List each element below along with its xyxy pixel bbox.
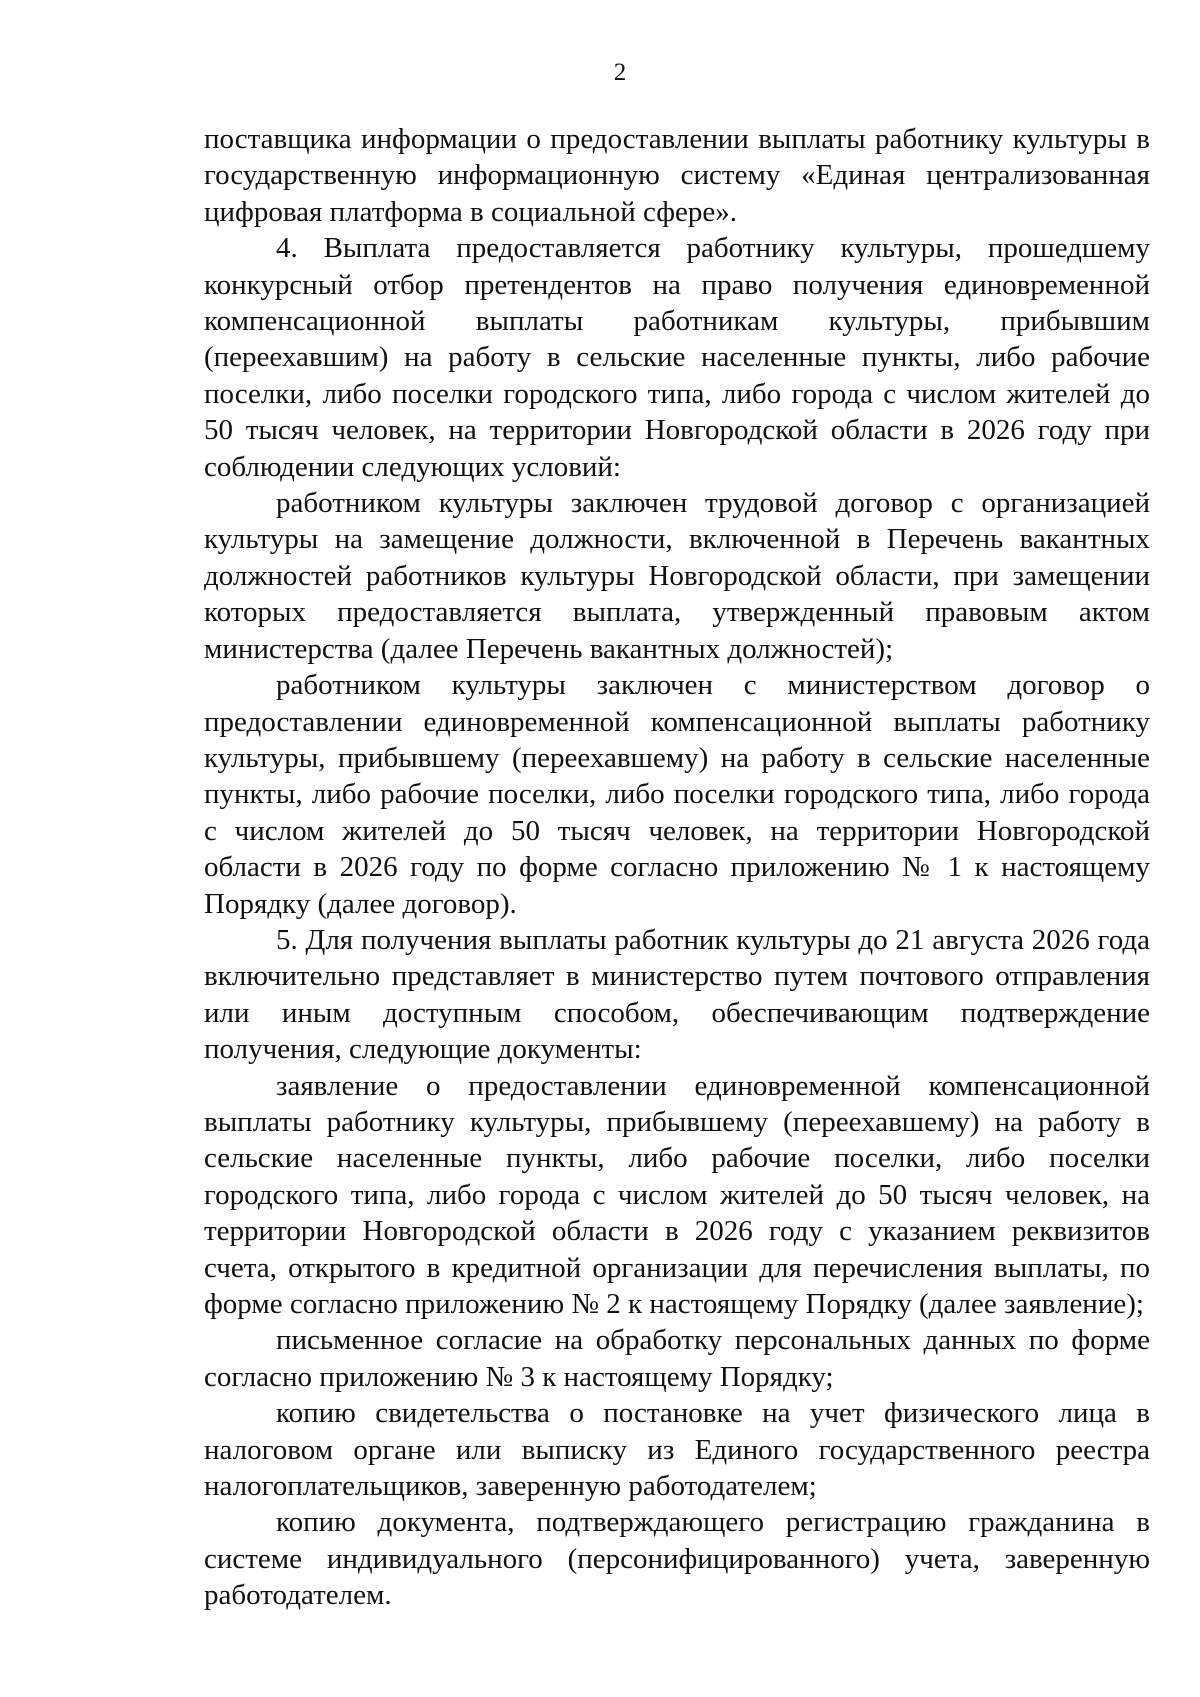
paragraph-continuation: поставщика информации о предоставлении выплаты работнику культуры в государственную информационную систему «Единая централизованная цифровая платформа в социальной сфере». [204,123,1150,228]
paragraph-document-tax-certificate: копию свидетельства о постановке на учет физического лица в налоговом органе или выписку из Единого государственного реестра налогоплательщиков, заверенную работодателем; [204,1397,1150,1503]
document-body [204,121,1150,1614]
paragraph-item-4: 4. Выплата предоставляется работнику культуры, прошедшему конкурсный отбор претендентов на право получения единовременной компенсационной выплаты работникам культуры, прибывшим (переехавшим) на работу в сельские населенные пункты, либо рабочие поселки, либо поселки городского типа, либо города с числом жителей до 50 тысяч человек, на территории Новгородской области в 2026 году при соблюдении следующих условий: [204,232,1150,483]
paragraph-condition-labor-contract: работником культуры заключен трудовой договор с организацией культуры на замещение должности, включенной в Перечень вакантных должностей работников культуры Новгородской области, при замещении которых предоставляется выплата, утвержденный правовым актом министерства (далее Перечень вакантных должностей); [204,487,1150,665]
paragraph-document-consent: письменное согласие на обработку персональных данных по форме согласно приложению № 3 к настоящему Порядку; [204,1324,1150,1393]
page-number: 2 [613,59,627,86]
paragraph-document-application: заявление о предоставлении единовременной компенсационной выплаты работнику культуры, прибывшему (переехавшему) на работу в сельские населенные пункты, либо рабочие поселки, либо поселки городского типа, либо города с числом жителей до 50 тысяч человек, на территории Новгородской области в 2026 году с указанием реквизитов счета, открытого в кредитной организации для перечисления выплаты, по форме согласно приложению № 2 к настоящему Порядку (далее заявление); [204,1069,1150,1320]
paragraph-condition-ministry-agreement: работником культуры заключен с министерством договор о предоставлении единовременной компенсационной выплаты работнику культуры, прибывшему (переехавшему) на работу в сельские населенные пункты, либо рабочие поселки, либо поселки городского типа, либо города с числом жителей до 50 тысяч человек, на территории Новгородской области в 2026 году по форме согласно приложению № 1 к настоящему Порядку (далее договор). [204,669,1150,920]
paragraph-item-5: 5. Для получения выплаты работник культуры до 21 августа 2026 года включительно представляет в министерство путем почтового отправления или иным доступным способом, обеспечивающим подтверждение получения, следующие документы: [204,923,1150,1066]
paragraph-document-registration: копию документа, подтверждающего регистрацию гражданина в системе индивидуального (персонифицированного) учета, заверенную работодателем. [204,1506,1150,1612]
